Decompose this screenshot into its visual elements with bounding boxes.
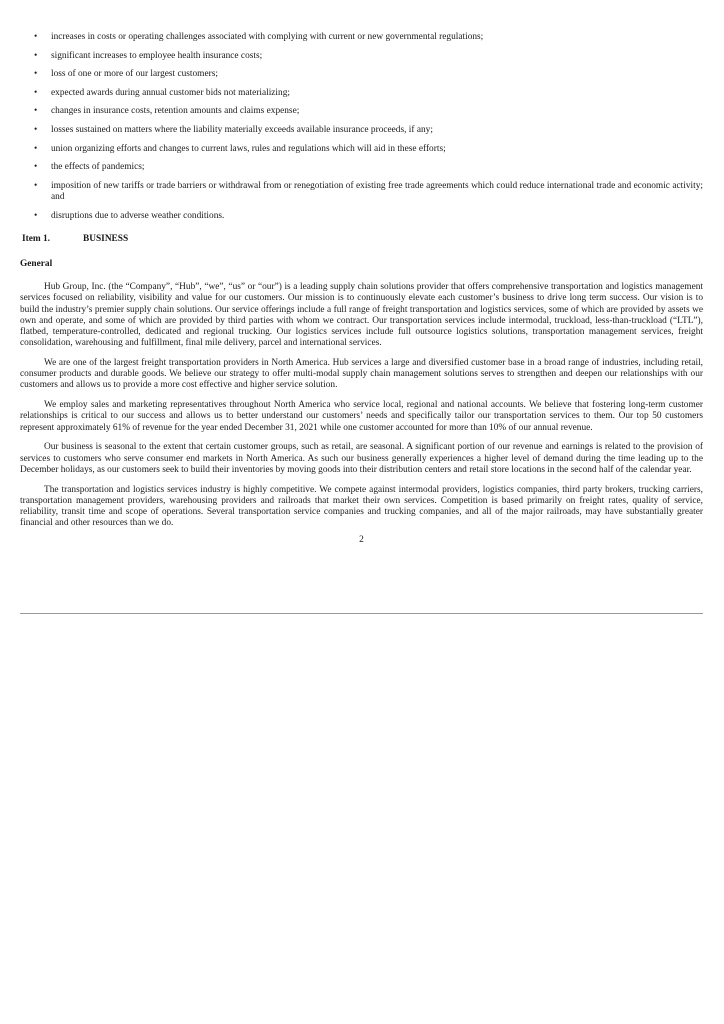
bullet-icon: •	[34, 180, 38, 191]
section-heading: General	[20, 258, 53, 269]
item-heading	[20, 234, 703, 245]
item-number: Item 1.	[22, 233, 51, 244]
list-item-text: loss of one or more of our largest customers;	[51, 69, 218, 80]
bullet-icon: •	[34, 124, 38, 135]
bullet-icon: •	[34, 87, 38, 98]
bullet-icon: •	[34, 32, 38, 42]
list-item	[20, 69, 703, 80]
bullet-icon: •	[34, 143, 38, 154]
body-paragraph: The transportation and logistics services industry is highly competitive. We compete against intermodal providers, logistics companies, third party brokers, trucking carriers, transportation management providers, warehousing providers and railroads that market their own services. Competition is based primarily on freight rates, quality of service, reliability, transit time and scope of operations. Several transportation service companies and trucking companies, and all of the major railroads, may have substantially greater financial and other resources than we do.	[20, 484, 703, 529]
list-item-text: the effects of pandemics;	[51, 162, 145, 173]
body-paragraph: We employ sales and marketing representatives throughout North America who service local, regional and national accounts. We believe that fostering long-term customer relationships is critical to our success and allows us to better understand our customers’ needs and specifically tailor our transportation services to them. Our top 50 customers represent approximately 61% of revenue for the year ended December 31, 2021 while one customer accounted for more than 10% of our annual revenue.	[20, 400, 703, 433]
list-item-text: expected awards during annual customer bids not materializing;	[51, 87, 290, 98]
bullet-icon: •	[34, 162, 38, 173]
list-item	[20, 144, 703, 155]
page-number: 2	[359, 535, 364, 546]
list-item	[20, 162, 703, 173]
bullet-icon: •	[34, 69, 38, 80]
list-item	[20, 181, 703, 203]
list-item	[20, 211, 703, 222]
list-item-text: imposition of new tariffs or trade barriers or withdrawal from or renegotiation of existing free trade agreements which could reduce international trade and economic activity; and	[51, 180, 703, 202]
document-page	[20, 32, 703, 547]
list-item	[20, 88, 703, 99]
list-item-text: union organizing efforts and changes to current laws, rules and regulations which will aid in these efforts;	[51, 143, 446, 154]
bullet-icon: •	[34, 50, 38, 61]
list-item-text: losses sustained on matters where the liability materially exceeds available insurance proceeds, if any;	[51, 124, 433, 135]
bullet-icon: •	[34, 210, 38, 221]
item-title: BUSINESS	[83, 233, 129, 244]
list-item	[20, 106, 703, 117]
list-item-text: significant increases to employee health insurance costs;	[51, 50, 263, 61]
list-item	[20, 125, 703, 136]
list-item-text: disruptions due to adverse weather conditions.	[51, 210, 225, 221]
body-paragraph: We are one of the largest freight transportation providers in North America. Hub services a large and diversified customer base in a broad range of industries, including retail, consumer products and durable goods. We believe our strategy to offer multi-modal supply chain management solutions serves to strengthen and deepen our relationships with our customers and allows us to provide a more cost effective and higher service solution.	[20, 357, 703, 391]
bullet-icon: •	[34, 106, 38, 117]
list-item	[20, 51, 703, 62]
body-paragraph: Hub Group, Inc. (the “Company”, “Hub”, “we”, “us” or “our”) is a leading supply chain solutions provider that offers comprehensive transportation and logistics management services focused on reliability, visibility and value for our customers. Our mission is to continuously elevate each customer’s business to drive long term success. Our vision is to build the industry’s premier supply chain solutions. Our service offerings include a full range of freight transportation and logistics services, some of which are provided by assets we own and operate, and some of which are provided by third parties with whom we contract. Our transportation services include intermodal, truckload, less-than-truckload (“LTL”), flatbed, temperature-controlled, dedicated and regional trucking. Our logistics services include full outsource logistics solutions, transportation management services, freight consolidation, warehousing and fulfillment, final mile delivery, parcel and international services.	[20, 282, 703, 349]
page-divider	[20, 613, 703, 614]
list-item-text: increases in costs or operating challenges associated with complying with current or new governmental regulations;	[51, 32, 484, 42]
risk-factor-list	[20, 32, 703, 222]
list-item	[20, 32, 703, 43]
body-paragraph: Our business is seasonal to the extent that certain customer groups, such as retail, are seasonal. A significant portion of our revenue and earnings is related to the provision of services to customers who serve consumer end markets in North America. As such our business generally experiences a higher level of demand during the time leading up to the December holidays, as our customers seek to build their inventories by moving goods into their distribution centers and retail store locations in the second half of the calendar year.	[20, 442, 703, 475]
list-item-text: changes in insurance costs, retention amounts and claims expense;	[51, 106, 300, 117]
